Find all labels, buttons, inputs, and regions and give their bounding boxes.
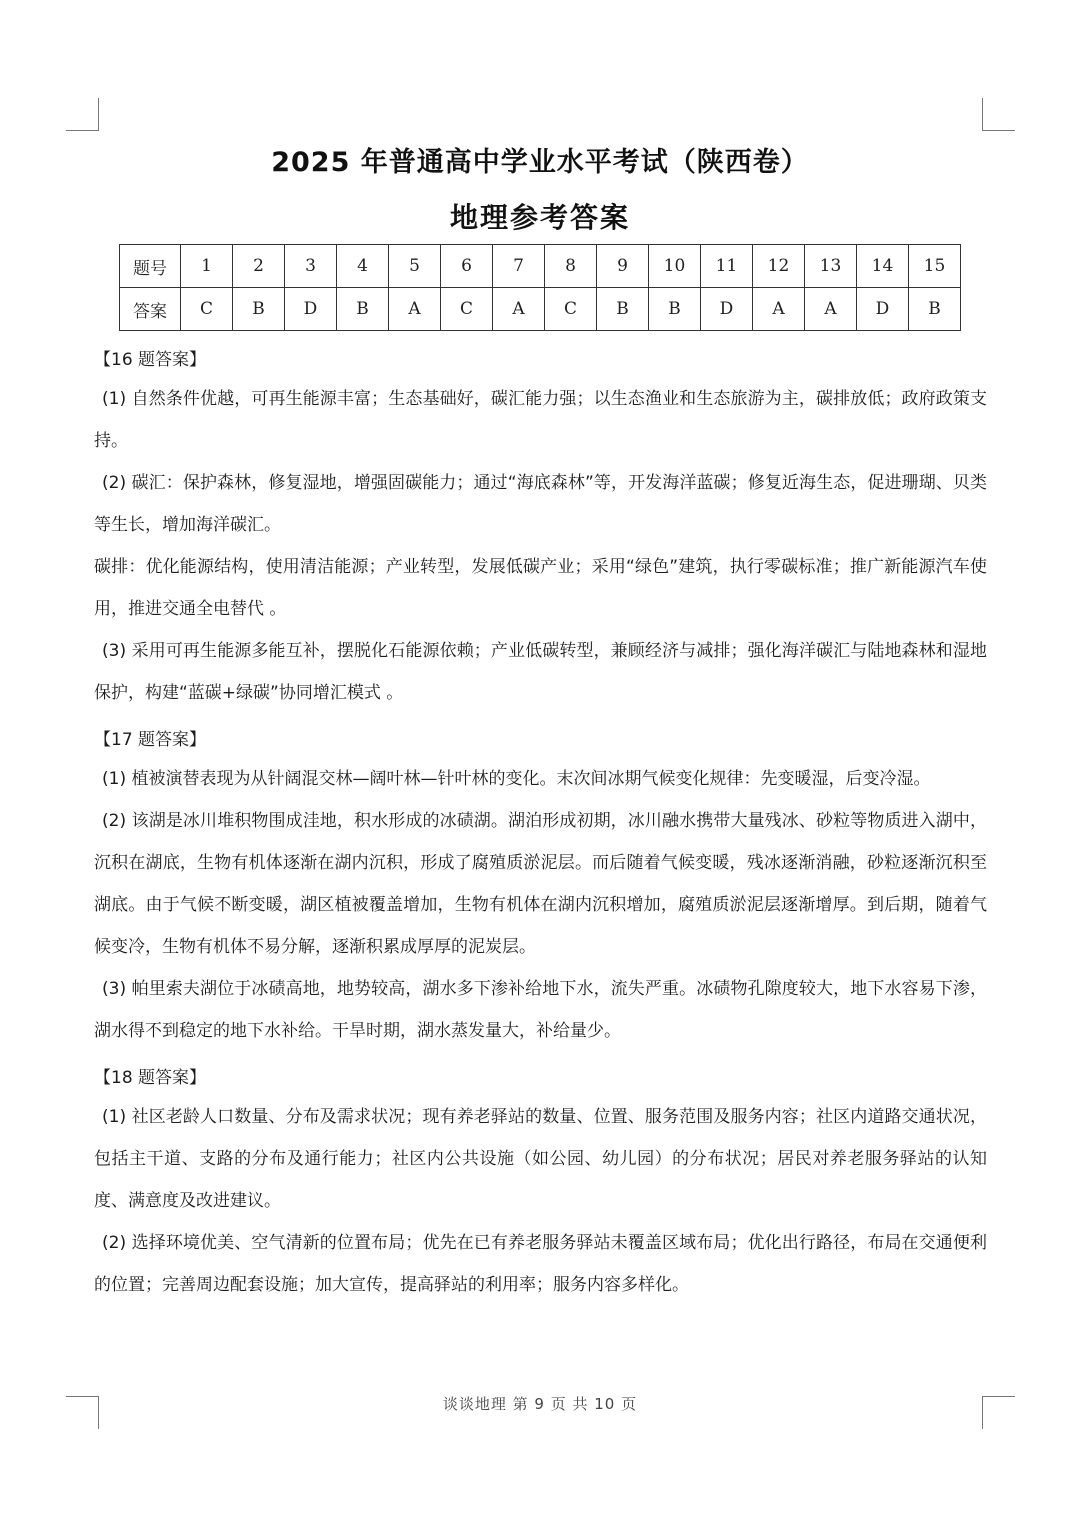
q16-part2: (2) 碳汇：保护森林，修复湿地，增强固碳能力；通过“海底森林”等，开发海洋蓝碳；修复近海生态，促进珊瑚、贝类等生长，增加海洋碳汇。 xyxy=(94,473,987,535)
answer-cell: A xyxy=(805,288,857,331)
question-number: 10 xyxy=(649,245,701,288)
q16-part3: (3) 采用可再生能源多能互补，摆脱化石能源依赖；产业低碳转型，兼顾经济与减排；强化海洋碳汇与陆地森林和湿地保护，构建“蓝碳+绿碳”协同增汇模式 。 xyxy=(94,641,987,703)
question-number: 11 xyxy=(701,245,753,288)
answer-cell: C xyxy=(181,288,233,331)
question-number: 2 xyxy=(233,245,285,288)
answer-body xyxy=(94,334,987,1306)
question-number: 12 xyxy=(753,245,805,288)
answer-cell: B xyxy=(649,288,701,331)
answer-cell: B xyxy=(337,288,389,331)
page-footer: 谈谈地理 第 9 页 共 10 页 xyxy=(442,1395,638,1413)
answer-key-table xyxy=(119,244,961,331)
question-number: 14 xyxy=(857,245,909,288)
answer-cell: A xyxy=(753,288,805,331)
q16-part2-carbon-emission: 碳排：优化能源结构，使用清洁能源；产业转型，发展低碳产业；采用“绿色”建筑，执行零碳标准；推广新能源汽车使用，推进交通全电替代 。 xyxy=(94,557,987,619)
answer-cell: D xyxy=(285,288,337,331)
answer-cell: B xyxy=(597,288,649,331)
q16-heading: 【16 题答案】 xyxy=(94,350,207,370)
answer-row xyxy=(120,288,961,331)
answer-cell: C xyxy=(441,288,493,331)
exam-subtitle: 地理参考答案 xyxy=(449,201,630,234)
q17-part3: (3) 帕里索夫湖位于冰碛高地，地势较高，湖水多下渗补给地下水，流失严重。冰碛物孔隙度较大，地下水容易下渗，湖水得不到稳定的地下水补给。干旱时期，湖水蒸发量大，补给量少。 xyxy=(94,979,987,1041)
q17-part2: (2) 该湖是冰川堆积物围成洼地，积水形成的冰碛湖。湖泊形成初期，冰川融水携带大量残冰、砂粒等物质进入湖中，沉积在湖底，生物有机体逐渐在湖内沉积，形成了腐殖质淤泥层。而后随着气候变暖，残冰逐渐消融，砂粒逐渐沉积至湖底。由于气候不断变暖，湖区植被覆盖增加，生物有机体在湖内沉积增加，腐殖质淤泥层逐渐增厚。到后期，随着气候变冷，生物有机体不易分解，逐渐积累成厚厚的泥炭层。 xyxy=(94,811,987,957)
question-number: 5 xyxy=(389,245,441,288)
question-number: 7 xyxy=(493,245,545,288)
answer-cell: D xyxy=(701,288,753,331)
question-number: 1 xyxy=(181,245,233,288)
answer-cell: D xyxy=(857,288,909,331)
question-number: 8 xyxy=(545,245,597,288)
q18-part2: (2) 选择环境优美、空气清新的位置布局；优先在已有养老服务驿站未覆盖区域布局；优化出行路径，布局在交通便利的位置；完善周边配套设施；加大宣传，提高驿站的利用率；服务内容多样化。 xyxy=(94,1233,987,1295)
answer-cell: C xyxy=(545,288,597,331)
question-number: 4 xyxy=(337,245,389,288)
q17-part1: (1) 植被演替表现为从针阔混交林—阔叶林—针叶林的变化。末次间冰期气候变化规律：先变暖湿，后变冷湿。 xyxy=(102,769,931,789)
question-number-row xyxy=(120,245,961,288)
row-label-numbers: 题号 xyxy=(120,245,181,288)
question-number: 15 xyxy=(909,245,961,288)
answer-cell: A xyxy=(389,288,441,331)
question-number: 3 xyxy=(285,245,337,288)
q18-part1: (1) 社区老龄人口数量、分布及需求状况；现有养老驿站的数量、位置、服务范围及服务内容；社区内道路交通状况，包括主干道、支路的分布及通行能力；社区内公共设施（如公园、幼儿园）的分布状况；居民对养老服务驿站的认知度、满意度及改进建议。 xyxy=(94,1107,987,1211)
question-number: 13 xyxy=(805,245,857,288)
crop-mark-top-right xyxy=(982,98,1015,131)
q16-part1: (1) 自然条件优越，可再生能源丰富；生态基础好，碳汇能力强；以生态渔业和生态旅游为主，碳排放低；政府政策支持。 xyxy=(94,389,987,451)
answer-cell: B xyxy=(909,288,961,331)
answer-cell: A xyxy=(493,288,545,331)
exam-title: 2025 年普通高中学业水平考试（陕西卷） xyxy=(271,147,809,178)
crop-mark-top-left xyxy=(66,98,99,131)
q18-heading: 【18 题答案】 xyxy=(94,1068,207,1088)
answer-cell: B xyxy=(233,288,285,331)
q17-heading: 【17 题答案】 xyxy=(94,730,207,750)
question-number: 9 xyxy=(597,245,649,288)
row-label-answers: 答案 xyxy=(120,288,181,331)
question-number: 6 xyxy=(441,245,493,288)
